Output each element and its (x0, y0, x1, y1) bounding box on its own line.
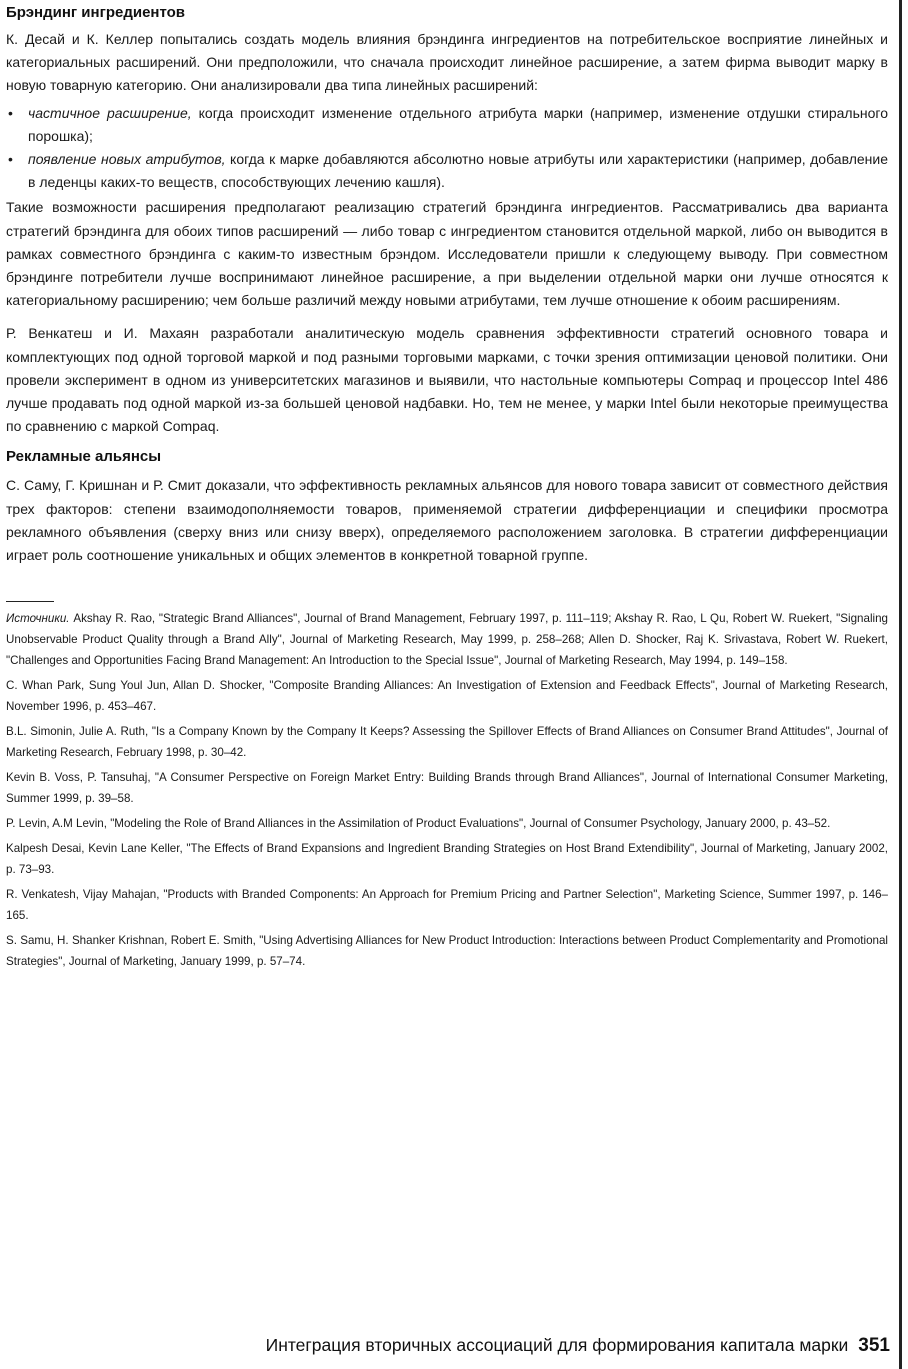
paragraph: Р. Венкатеш и И. Махаян разработали аналитическую модель сравнения эффективности стратегий основного товара и комплектующих под одной торговой маркой и под разными торговыми марками, с точки зрения оптимизации ценовой политики. Они провели эксперимент в одном из университетских магазинов и выявили, что настольные компьютеры Compaq и процессор Intel 486 лучше продавать под одной маркой из-за большей ценовой надбавки. Но, тем не менее, у марки Intel были некоторые преимущества по сравнению с маркой Compaq. (6, 325, 888, 435)
running-title: Интеграция вторичных ассоциаций для формирования капитала марки (265, 1335, 849, 1355)
source-entry: C. Whan Park, Sung Youl Jun, Allan D. Shocker, "Composite Branding Alliances: An Investigation of Extension and Feedback Effects", Journal of Marketing Research, November 1996, p. 453–467. (6, 679, 888, 714)
source-entry: Kevin B. Voss, P. Tansuhaj, "A Consumer Perspective on Foreign Market Entry: Building Brands through Brand Alliances", Journal of International Consumer Marketing, Summer 1999, p. 39–58. (6, 771, 888, 806)
bullet-icon: • (8, 104, 13, 121)
source-entry: P. Levin, A.M Levin, "Modeling the Role of Brand Alliances in the Assimilation of Product Evaluations", Journal of Consumer Psychology, January 2000, p. 43–52. (6, 817, 831, 831)
section-heading-ad-alliances: Рекламные альянсы (6, 448, 162, 466)
source-entry: Kalpesh Desai, Kevin Lane Keller, "The Effects of Brand Expansions and Ingredient Branding Strategies on Host Brand Extendibility", Journal of Marketing, January 2002, p. 73–93. (6, 842, 888, 877)
bullet-icon: • (8, 151, 13, 168)
page-number: 351 (858, 1335, 890, 1356)
list-item-text: когда к марке добавляются абсолютно новые атрибуты или характеристики (например, добавление в леденцы каких-то веществ, способствующих лечению кашля). (28, 151, 888, 191)
page-body (6, 2, 888, 976)
extension-types-list (6, 102, 888, 195)
source-text: Akshay R. Rao, "Strategic Brand Alliances", Journal of Brand Management, February 1997, p. 111–119; Akshay R. Rao, L Qu, Robert W. Ruekert, "Signaling Unobservable Product Quality through a Brand Ally", Journal of Marketing Research, May 1999, p. 258–268; Allen D. Shocker, Raj K. Srivastava, Robert W. Ruekert, "Challenges and Opportunities Facing Brand Management: An Introduction to the Special Issue", Journal of Marketing Research, May 1994, p. 149–158. (6, 612, 888, 668)
sources-label: Источники. (6, 612, 70, 626)
list-item-text: когда происходит изменение отдельного атрибута марки (например, изменение отдушки стирального порошка); (28, 104, 888, 144)
source-entry (6, 608, 888, 671)
source-entry: B.L. Simonin, Julie A. Ruth, "Is a Company Known by the Company It Keeps? Assessing the Spillover Effects of Brand Alliances on Consumer Brand Attitudes", Journal of Marketing Research, February 1998, p. 30–42. (6, 725, 888, 760)
source-entry: S. Samu, H. Shanker Krishnan, Robert E. Smith, "Using Advertising Alliances for New Product Introduction: Interactions between Product Complementarity and Promotional Strategies", Journal of Marketing, January 1999, p. 57–74. (6, 934, 888, 969)
list-item (6, 102, 888, 148)
paragraph: Такие возможности расширения предполагают реализацию стратегий брэндинга ингредиентов. Рассматривались два варианта стратегий брэндинга для обоих типов расширений — либо товар с ингредиентом становится отдельной маркой, либо он выводится в рамках совместного брэндинга с каким-то известным брэндом. Исследователи пришли к следующему выводу. При совместном брэндинге потребители лучше воспринимают линейное расширение, а при выделении отдельной марки они лучше относятся к категориальному расширению; чем больше различий между новыми атрибутами, тем лучше отношение к обоим расширениям. (6, 199, 888, 309)
source-entry: R. Venkatesh, Vijay Mahajan, "Products with Branded Components: An Approach for Premium Pricing and Partner Selection", Marketing Science, Summer 1997, p. 146–165. (6, 888, 888, 923)
running-footer (145, 1333, 890, 1358)
list-item-term: частичное расширение, (28, 104, 192, 121)
list-item-term: появление новых атрибутов, (28, 151, 226, 168)
paragraph: К. Десай и К. Келлер попытались создать модель влияния брэндинга ингредиентов на потребительское восприятие линейных и категориальных расширений. Они предположили, что сначала происходит линейное расширение, а затем фирма выводит марку в новую товарную категорию. Они анализировали два типа линейных расширений: (6, 31, 888, 94)
list-item (6, 148, 888, 194)
section-heading-ingredient-branding: Брэндинг ингредиентов (6, 4, 186, 21)
page-edge-rule (899, 0, 902, 1369)
paragraph: С. Саму, Г. Кришнан и Р. Смит доказали, что эффективность рекламных альянсов для нового товара зависит от совместного действия трех факторов: степени взаимодополняемости товаров, применяемой стратегии дифференциации и специфики просмотра рекламного объявления (сверху вниз или снизу вверх), определяемого расположением заголовка. В стратегии дифференциации играет роль соотношение уникальных и общих элементов в конкретной товарной группе. (6, 477, 888, 564)
footnote-divider (6, 601, 54, 602)
